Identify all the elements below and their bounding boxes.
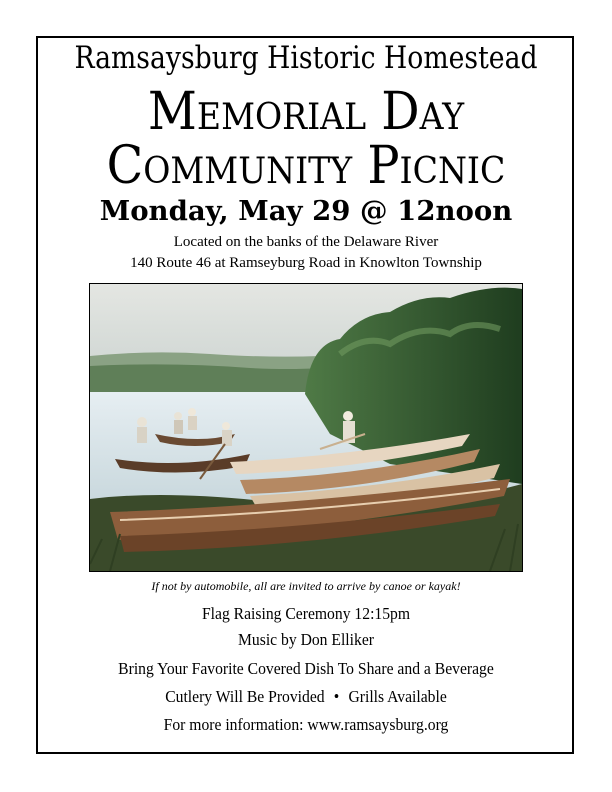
photo-caption: If not by automobile, all are invited to arrive by canoe or kayak!: [151, 579, 461, 593]
grills-text: Grills Available: [348, 687, 447, 706]
event-date-time: Monday, May 29 @ 12noon: [99, 196, 513, 227]
event-title-line2: Community Picnic: [106, 136, 506, 196]
music-text: Music by Don Elliker: [238, 630, 374, 649]
canoes-photo-illustration: [90, 284, 522, 571]
covered-dish-text: Bring Your Favorite Covered Dish To Share and a Beverage: [118, 659, 494, 678]
bullet-separator: •: [333, 687, 340, 706]
location-line2: 140 Route 46 at Ramseyburg Road in Knowlton Township: [130, 255, 482, 271]
event-title-line1: Memorial Day: [147, 82, 465, 142]
far-treeline: [90, 364, 320, 396]
canoes-photo: [89, 283, 523, 572]
cutlery-text: Cutlery Will Be Provided: [165, 687, 325, 706]
more-info-text: For more information: www.ramsaysburg.org: [163, 715, 449, 734]
location-line1: Located on the banks of the Delaware River: [173, 234, 439, 250]
flag-raising-text: Flag Raising Ceremony 12:15pm: [201, 604, 411, 623]
organization-title: Ramsaysburg Historic Homestead: [74, 40, 538, 76]
amenities-line: [24, 687, 587, 707]
